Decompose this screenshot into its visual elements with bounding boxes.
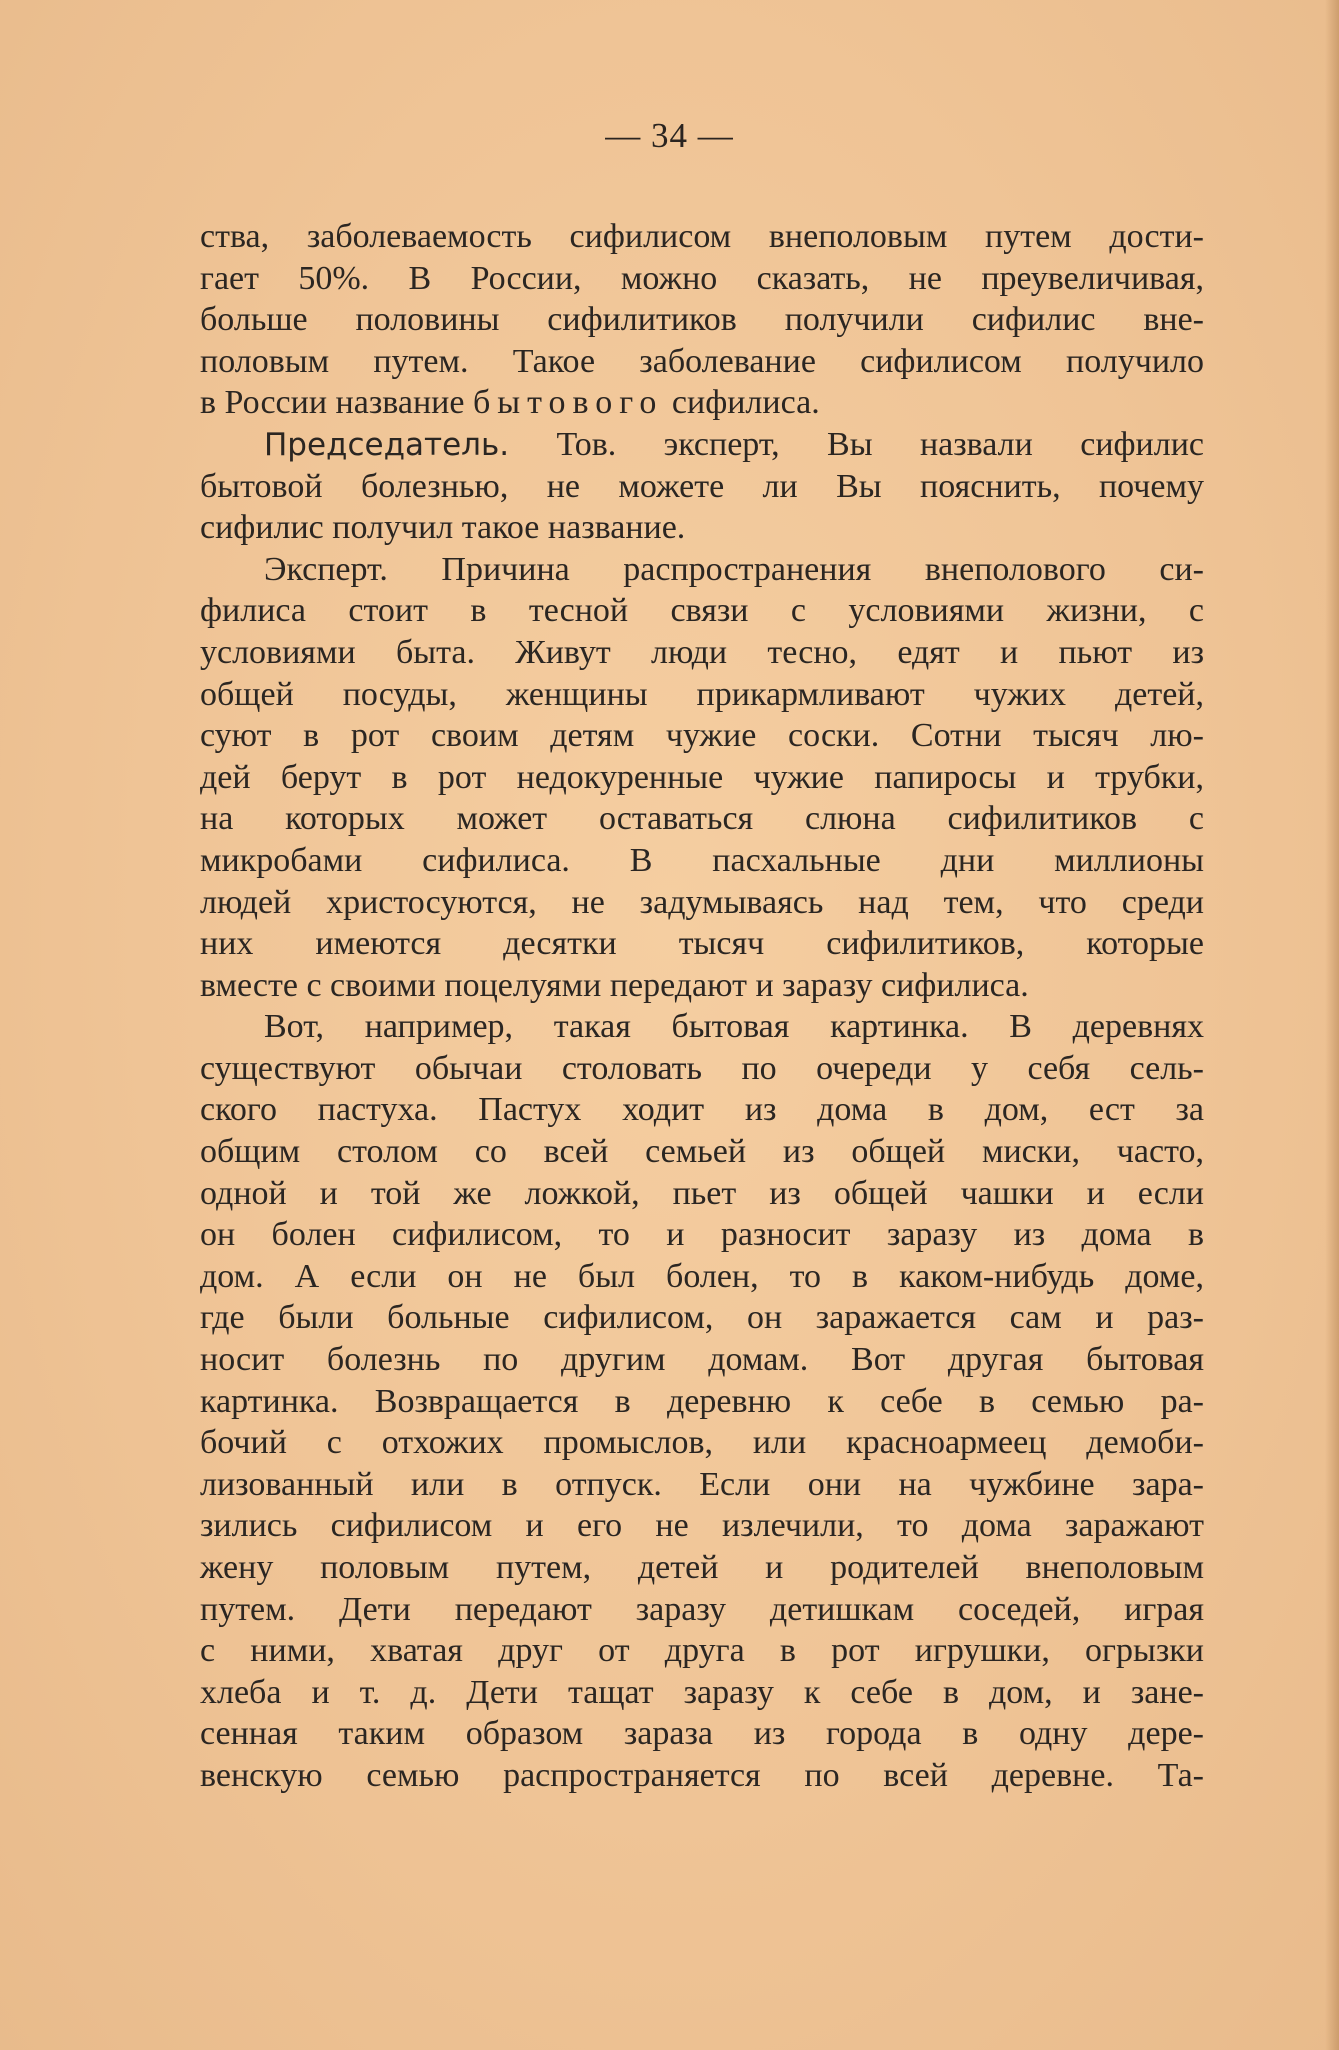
text-line (200, 424, 1204, 466)
text-line: общей посуды, женщины прикармливают чужих детей, (200, 675, 1204, 713)
text-segment: сифилиса. (663, 384, 820, 422)
text-line: гает 50%. В России, можно сказать, не преувеличивая, (200, 259, 1204, 297)
text-line: микробами сифилиса. В пасхальные дни миллионы (200, 841, 1204, 879)
text-line: бочий с отхожих промыслов, или красноармеец демоби- (200, 1424, 1204, 1462)
text-segment: в России название (200, 384, 473, 422)
text-line: дом. А если он не был болен, то в каком-нибудь доме, (200, 1257, 1204, 1295)
page-number: — 34 — (605, 116, 734, 155)
text-line: зились сифилисом и его не излечили, то дома заражают (200, 1507, 1204, 1545)
text-line: больше половины сифилитиков получили сифилис вне- (200, 301, 1204, 339)
text-line: половым путем. Такое заболевание сифилисом получило (200, 342, 1204, 380)
text-line: жену половым путем, детей и родителей внеполовым (200, 1549, 1204, 1586)
text-line: людей христосуются, не задумываясь над тем, что среди (200, 883, 1204, 921)
text-line: лизованный или в отпуск. Если они на чужбине зара- (200, 1465, 1204, 1503)
emphasized-term: бытового (472, 384, 664, 422)
text-line: сифилис получил такое название. (200, 509, 686, 547)
text-line: хлеба и т. д. Дети тащат заразу к себе в дом, и зане- (200, 1673, 1204, 1711)
text-line: дей берут в рот недокуренные чужие папиросы и трубки, (200, 758, 1204, 796)
text-line: сенная таким образом зараза из города в одну дере- (200, 1715, 1204, 1753)
text-line: ства, заболеваемость сифилисом внеполовым путем дости- (200, 218, 1204, 255)
speaker-label: Председатель. (264, 426, 510, 463)
text-line (200, 382, 1204, 424)
text-line: с ними, хватая друг от друга в рот игрушки, огрызки (200, 1632, 1204, 1670)
text-line: картинка. Возвращается в деревню к себе в семью ра- (200, 1382, 1204, 1420)
text-line: на которых может оставаться слюна сифилитиков с (200, 800, 1204, 838)
text-line: филиса стоит в тесной связи с условиями жизни, с (200, 592, 1204, 630)
text-line: носит болезнь по другим домам. Вот другая бытовая (200, 1341, 1204, 1379)
text-line: них имеются десятки тысяч сифилитиков, которые (200, 925, 1204, 963)
text-line: он болен сифилисом, то и разносит заразу из дома в (200, 1216, 1204, 1254)
body-text (200, 216, 1204, 1797)
text-line: где были больные сифилисом, он заражается сам и раз- (200, 1299, 1204, 1337)
text-line: существуют обычаи столовать по очереди у себя сель- (200, 1049, 1204, 1087)
text-line: вместе с своими поцелуями передают и заразу сифилиса. (200, 966, 1029, 1004)
text-line: суют в рот своим детям чужие соски. Сотни тысяч лю- (200, 717, 1204, 755)
text-line: бытовой болезнью, не можете ли Вы пояснить, почему (200, 467, 1204, 505)
text-line: ского пастуха. Пастух ходит из дома в дом, ест за (200, 1091, 1204, 1129)
text-line: общим столом со всей семьей из общей миски, часто, (200, 1133, 1204, 1171)
text-line: венскую семью распространяется по всей деревне. Та- (200, 1756, 1204, 1794)
text-line: Эксперт. Причина распространения внеполового си- (264, 550, 1204, 588)
page-edge-shadow (1325, 0, 1339, 2050)
text-line: Вот, например, такая бытовая картинка. В деревнях (264, 1008, 1204, 1046)
text-line: одной и той же ложкой, пьет из общей чашки и если (200, 1174, 1204, 1212)
text-line: условиями быта. Живут люди тесно, едят и пьют из (200, 633, 1204, 671)
text-segment: Тов. эксперт, Вы назвали сифилис (509, 425, 1204, 463)
text-line: путем. Дети передают заразу детишкам соседей, играя (200, 1590, 1204, 1628)
